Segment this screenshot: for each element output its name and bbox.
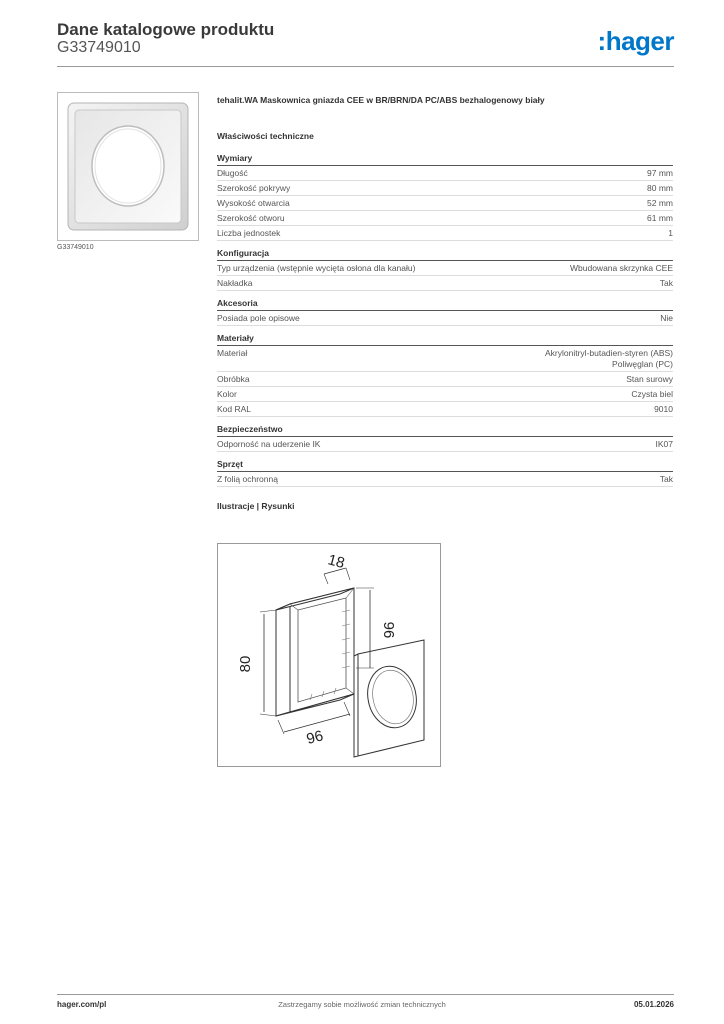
property-row bbox=[217, 311, 673, 326]
technical-notice: Zastrzegamy sobie możliwość zmian technicznych bbox=[278, 1000, 446, 1009]
property-value bbox=[570, 263, 673, 274]
product-details bbox=[217, 95, 673, 511]
dim-depth-label: 18 bbox=[325, 551, 347, 573]
property-value-line: Nie bbox=[660, 313, 673, 323]
property-section bbox=[217, 153, 673, 241]
property-section bbox=[217, 459, 673, 487]
property-value-line: 97 mm bbox=[647, 168, 673, 178]
property-row bbox=[217, 226, 673, 241]
property-label: Z folią ochronną bbox=[217, 474, 278, 484]
property-section bbox=[217, 333, 673, 417]
section-heading: Wymiary bbox=[217, 153, 673, 166]
website-link[interactable]: hager.com/pl bbox=[57, 1000, 107, 1009]
dim-front-height-label: 80 bbox=[237, 655, 254, 673]
property-label: Wysokość otwarcia bbox=[217, 198, 290, 208]
property-label: Szerokość pokrywy bbox=[217, 183, 291, 193]
technical-drawing bbox=[217, 543, 441, 767]
property-row bbox=[217, 166, 673, 181]
property-value-line: IK07 bbox=[655, 439, 673, 449]
footer-divider bbox=[57, 994, 674, 995]
property-label: Kolor bbox=[217, 389, 237, 399]
properties-heading: Właściwości techniczne bbox=[217, 131, 314, 141]
product-code: G33749010 bbox=[57, 39, 141, 56]
property-sections bbox=[217, 153, 673, 487]
property-row bbox=[217, 211, 673, 226]
property-row bbox=[217, 261, 673, 276]
property-row bbox=[217, 181, 673, 196]
hager-logo bbox=[598, 26, 674, 57]
property-value-line: Tak bbox=[659, 474, 673, 484]
property-row bbox=[217, 276, 673, 291]
property-value bbox=[545, 348, 673, 370]
property-row bbox=[217, 402, 673, 417]
property-value-line: 1 bbox=[668, 228, 673, 238]
property-value-line: Czysta biel bbox=[631, 389, 673, 399]
section-heading: Sprzęt bbox=[217, 459, 673, 472]
property-value bbox=[660, 313, 673, 324]
property-value bbox=[660, 474, 673, 485]
property-value-line: Wbudowana skrzynka CEE bbox=[570, 263, 673, 273]
property-value bbox=[654, 404, 673, 415]
property-value-line: 52 mm bbox=[647, 198, 673, 208]
property-value-line: Akrylonitryl-butadien-styren (ABS) bbox=[544, 348, 673, 358]
thumbnail-caption: G33749010 bbox=[57, 244, 94, 251]
property-value-line: 61 mm bbox=[647, 213, 673, 223]
section-heading: Materiały bbox=[217, 333, 673, 346]
dim-side-height-label: 96 bbox=[380, 621, 397, 639]
property-row bbox=[217, 372, 673, 387]
property-label: Odporność na uderzenie IK bbox=[217, 439, 321, 449]
property-value bbox=[647, 198, 673, 209]
document-date: 05.01.2026 bbox=[633, 1000, 674, 1009]
property-value-line: Stan surowy bbox=[626, 374, 673, 384]
logo-text: :hager bbox=[597, 26, 674, 56]
property-value bbox=[647, 213, 673, 224]
property-row bbox=[217, 437, 673, 452]
property-label: Obróbka bbox=[217, 374, 250, 384]
property-label: Materiał bbox=[217, 348, 248, 358]
property-row bbox=[217, 472, 673, 487]
property-label: Szerokość otworu bbox=[217, 213, 285, 223]
property-row bbox=[217, 346, 673, 372]
property-value bbox=[656, 439, 674, 450]
header-divider bbox=[57, 66, 674, 67]
property-section bbox=[217, 248, 673, 291]
section-heading: Akcesoria bbox=[217, 298, 673, 311]
property-value-line: Tak bbox=[659, 278, 673, 288]
property-section bbox=[217, 298, 673, 326]
property-row bbox=[217, 387, 673, 402]
property-label: Kod RAL bbox=[217, 404, 252, 414]
property-value bbox=[626, 374, 673, 385]
property-value bbox=[647, 183, 673, 194]
dimension-drawing bbox=[218, 544, 440, 766]
section-heading: Konfiguracja bbox=[217, 248, 673, 261]
property-row bbox=[217, 196, 673, 211]
property-label: Typ urządzenia (wstępnie wycięta osłona dla kanału) bbox=[217, 263, 416, 273]
dim-width-label: 96 bbox=[304, 727, 326, 749]
property-value-line: Poliwęglan (PC) bbox=[612, 359, 673, 369]
property-value bbox=[631, 389, 673, 400]
page-title: Dane katalogowe produktu bbox=[57, 20, 275, 39]
product-description: tehalit.WA Maskownica gniazda CEE w BR/BRN/DA PC/ABS bezhalogenowy biały bbox=[217, 95, 545, 105]
property-value bbox=[647, 168, 673, 179]
property-value-line: 80 mm bbox=[647, 183, 673, 193]
property-label: Posiada pole opisowe bbox=[217, 313, 300, 323]
property-label: Długość bbox=[217, 168, 248, 178]
illustrations-heading: Ilustracje | Rysunki bbox=[217, 501, 295, 511]
property-section bbox=[217, 424, 673, 452]
property-value-line: 9010 bbox=[654, 404, 673, 414]
section-heading: Bezpieczeństwo bbox=[217, 424, 673, 437]
property-label: Liczba jednostek bbox=[217, 228, 281, 238]
product-thumbnail bbox=[57, 92, 199, 241]
cover-plate-image bbox=[58, 93, 198, 240]
property-value bbox=[668, 228, 673, 239]
property-value bbox=[660, 278, 673, 289]
property-label: Nakładka bbox=[217, 278, 253, 288]
